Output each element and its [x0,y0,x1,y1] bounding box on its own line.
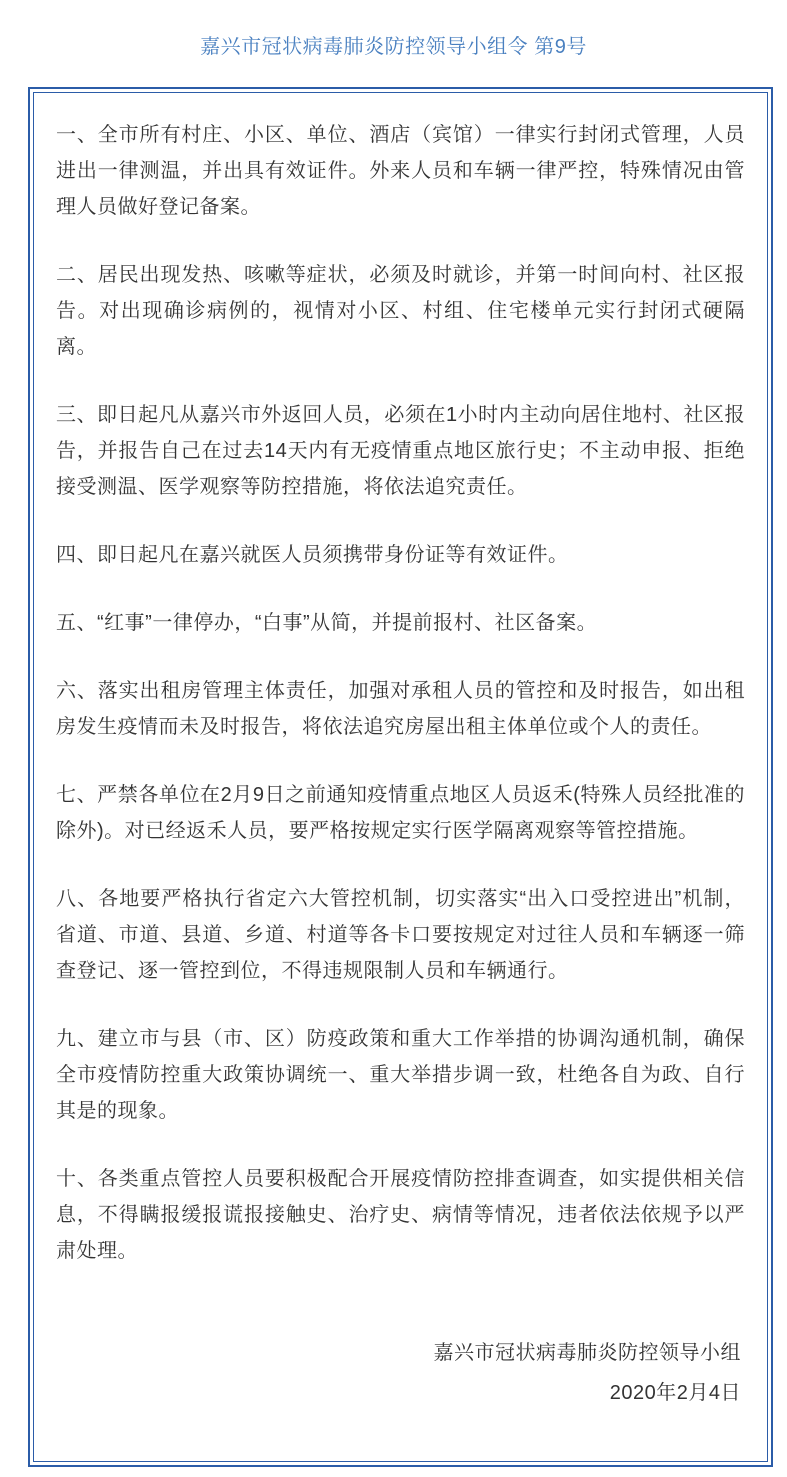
notice-item-1: 一、全市所有村庄、小区、单位、酒店（宾馆）一律实行封闭式管理，人员进出一律测温，并出具有效证件。外来人员和车辆一律严控，特殊情况由管理人员做好登记备案。 [56,124,745,218]
notice-item-4: 四、即日起凡在嘉兴就医人员须携带身份证等有效证件。 [56,544,569,566]
notice-item-5: 五、“红事”一律停办，“白事”从简，并提前报村、社区备案。 [56,612,598,634]
notice-item-2: 二、居民出现发热、咳嗽等症状，必须及时就诊，并第一时间向村、社区报告。对出现确诊病例的，视情对小区、村组、住宅楼单元实行封闭式硬隔离。 [56,264,745,358]
page-title: 嘉兴市冠状病毒肺炎防控领导小组令 第9号 [200,36,587,58]
notice-item-9: 九、建立市与县（市、区）防疫政策和重大工作举措的协调沟通机制，确保全市疫情防控重大政策协调统一、重大举措步调一致，杜绝各自为政、自行其是的现象。 [56,1028,745,1122]
notice-item-3: 三、即日起凡从嘉兴市外返回人员，必须在1小时内主动向居住地村、社区报告，并报告自己在过去14天内有无疫情重点地区旅行史；不主动申报、拒绝接受测温、医学观察等防控措施，将依法追究责任。 [56,404,745,498]
notice-item-7: 七、严禁各单位在2月9日之前通知疫情重点地区人员返禾(特殊人员经批准的除外)。对已经返禾人员，要严格按规定实行医学隔离观察等管控措施。 [56,784,745,842]
issuer-signature: 嘉兴市冠状病毒肺炎防控领导小组 [433,1342,741,1364]
signature-block [56,1333,745,1413]
notice-content [33,92,768,1462]
notice-item-8: 八、各地要严格执行省定六大管控机制，切实落实“出入口受控进出”机制，省道、市道、县道、乡道、村道等各卡口要按规定对过往人员和车辆逐一筛查登记、逐一管控到位，不得违规限制人员和车辆通行。 [56,888,745,982]
notice-item-6: 六、落实出租房管理主体责任，加强对承租人员的管控和及时报告，如出租房发生疫情而未及时报告，将依法追究房屋出租主体单位或个人的责任。 [56,680,745,738]
notice-item-10: 十、各类重点管控人员要积极配合开展疫情防控排查调查，如实提供相关信息，不得瞒报缓报谎报接触史、治疗史、病情等情况，违者依法依规予以严肃处理。 [56,1168,745,1262]
notice-border-box [28,87,773,1467]
issue-date: 2020年2月4日 [609,1382,741,1404]
